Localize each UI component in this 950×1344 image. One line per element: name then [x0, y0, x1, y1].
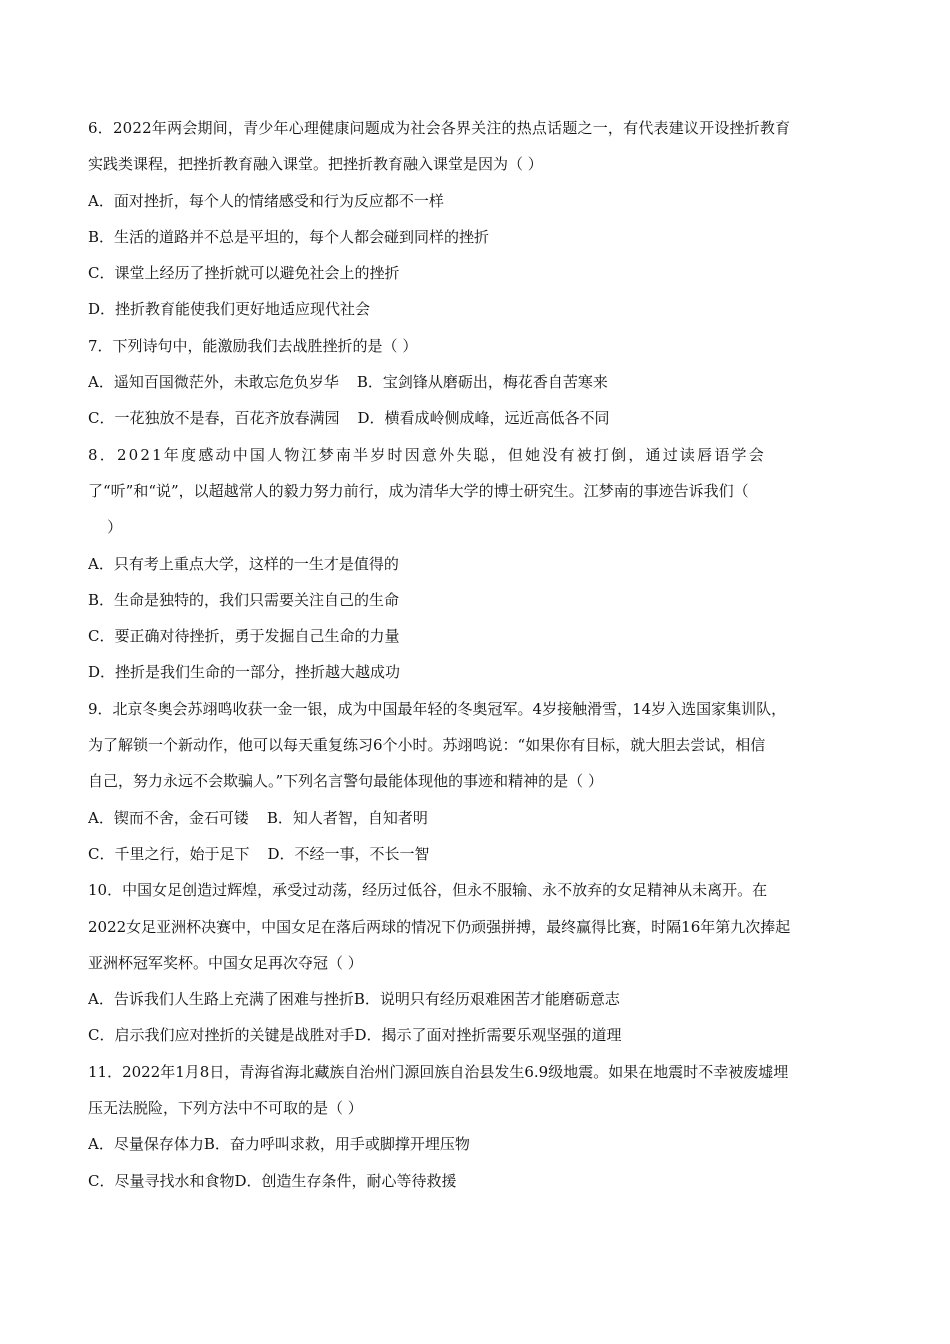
question-stem-line: 7．下列诗句中，能激励我们去战胜挫折的是（ ）: [88, 336, 418, 355]
option-row: [88, 836, 868, 872]
option-d: D．挫折教育能使我们更好地适应现代社会: [88, 300, 371, 319]
option-row: [88, 1163, 868, 1199]
option-b: B．生命是独特的，我们只需要关注自己的生命: [88, 590, 400, 609]
question-11: [88, 1054, 868, 1199]
question-stem-line: 为了解锁一个新动作，他可以每天重复练习6个小时。苏翊鸣说：“如果你有目标，就大胆去尝试，相信: [88, 736, 766, 755]
question-7: [88, 328, 868, 437]
option-b: B．说明只有经历艰难困苦才能磨砺意志: [353, 990, 620, 1009]
option-row: [88, 1017, 868, 1053]
option-c: C．千里之行，始于足下: [88, 844, 250, 863]
option-d: D．横看成岭侧成峰，远近高低各不同: [357, 409, 610, 428]
option-row: [88, 400, 868, 436]
question-stem-line: 了“听”和“说”，以超越常人的毅力努力前行，成为清华大学的博士研究生。江梦南的事迹告诉我们（: [88, 481, 749, 500]
question-stem-line: 压无法脱险，下列方法中不可取的是（ ）: [88, 1099, 363, 1118]
option-c: C．要正确对待挫折，勇于发掘自己生命的力量: [88, 627, 400, 646]
option-a: A．遥知百国微茫外，未敢忘危负岁华: [88, 373, 339, 392]
option-d: D．不经一事，不长一智: [267, 844, 430, 863]
option-b: B．知人者智，自知者明: [266, 808, 428, 827]
option-d: D．创造生存条件，耐心等待救援: [234, 1171, 457, 1190]
option-d: D．揭示了面对挫折需要乐观坚强的道理: [354, 1026, 622, 1045]
question-stem-line: ）: [88, 518, 123, 537]
option-row: [88, 1126, 868, 1162]
option-a: A．尽量保存体力: [88, 1135, 204, 1154]
question-stem-line: 2022女足亚洲杯决赛中，中国女足在落后两球的情况下仍顽强拼搏，最终赢得比赛，时隔16年第九次捧起: [88, 917, 791, 936]
option-b: B．宝剑锋从磨砺出，梅花香自苦寒来: [356, 373, 608, 392]
question-8: [88, 437, 868, 691]
question-stem-line: 亚洲杯冠军奖杯。中国女足再次夺冠（ ）: [88, 953, 363, 972]
option-c: C．一花独放不是春，百花齐放春满园: [88, 409, 340, 428]
option-a: A．面对挫折，每个人的情绪感受和行为反应都不一样: [88, 191, 444, 210]
question-stem-line: 9．北京冬奥会苏翊鸣收获一金一银，成为中国最年轻的冬奥冠军。4岁接触滑雪，14岁入选国家集训队，: [88, 699, 787, 718]
question-9: [88, 691, 868, 872]
option-d: D．挫折是我们生命的一部分，挫折越大越成功: [88, 663, 401, 682]
question-stem-line: 8．2021年度感动中国人物江梦南半岁时因意外失聪，但她没有被打倒，通过读唇语学会: [88, 445, 766, 464]
option-c: C．课堂上经历了挫折就可以避免社会上的挫折: [88, 264, 400, 283]
option-b: B．生活的道路并不总是平坦的，每个人都会碰到同样的挫折: [88, 227, 490, 246]
question-stem-line: 6．2022年两会期间，青少年心理健康问题成为社会各界关注的热点话题之一，有代表建议开设挫折教育: [88, 119, 791, 137]
question-stem-line: 实践类课程，把挫折教育融入课堂。把挫折教育融入课堂是因为（ ）: [88, 155, 543, 174]
question-6: [88, 110, 868, 328]
option-a: A．锲而不舍，金石可镂: [88, 808, 249, 827]
option-row: [88, 981, 868, 1017]
option-a: A．只有考上重点大学，这样的一生才是值得的: [88, 554, 399, 573]
option-row: [88, 364, 868, 400]
option-c: C．尽量寻找水和食物: [88, 1171, 235, 1190]
question-stem-line: 11．2022年1月8日，青海省海北藏族自治州门源回族自治县发生6.9级地震。如果在地震时不幸被废墟埋: [88, 1062, 789, 1081]
question-10: [88, 872, 868, 1053]
option-b: B．奋力呼叫求救，用手或脚撑开埋压物: [203, 1135, 470, 1154]
option-a: A．告诉我们人生路上充满了困难与挫折: [88, 990, 354, 1009]
option-c: C．启示我们应对挫折的关键是战胜对手: [88, 1026, 355, 1045]
option-row: [88, 800, 868, 836]
exam-page: [88, 110, 868, 1199]
question-stem-line: 10．中国女足创造过辉煌，承受过动荡，经历过低谷，但永不服输、永不放弃的女足精神从未离开。在: [88, 881, 768, 900]
question-stem-line: 自己，努力永远不会欺骗人。”下列名言警句最能体现他的事迹和精神的是（ ）: [88, 772, 603, 791]
